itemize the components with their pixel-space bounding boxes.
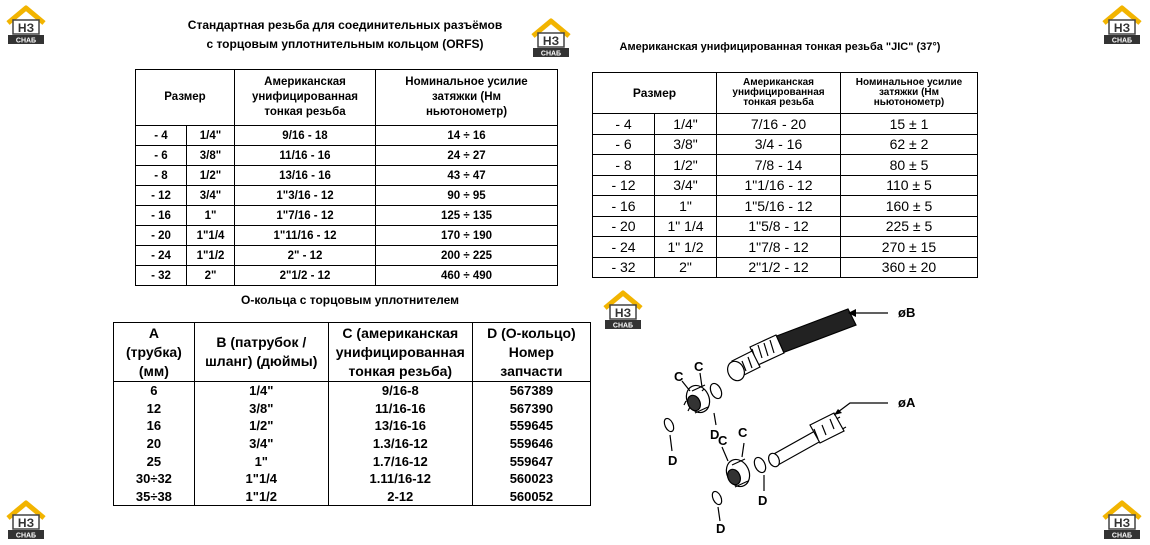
- jic-cell-dash-size: - 20: [593, 216, 655, 237]
- jic-row: [593, 237, 978, 258]
- nz-snab-logo: [4, 500, 48, 540]
- orfs-cell-dash-size: - 24: [136, 246, 187, 266]
- jic-cell-inch-size: 1" 1/2: [655, 237, 717, 258]
- jic-cell-torque: 360 ± 20: [841, 257, 978, 278]
- hose-assembly: [725, 309, 856, 383]
- o-ring-lower-2: [710, 490, 723, 506]
- jic-cell-torque: 110 ± 5: [841, 175, 978, 196]
- jic-cell-dash-size: - 32: [593, 257, 655, 278]
- orings-cell-tube-a: 6: [114, 382, 195, 400]
- label-c: C: [674, 369, 684, 384]
- orings-table: [113, 322, 591, 506]
- nz-snab-logo: [529, 18, 573, 58]
- jic-cell-inch-size: 3/4": [655, 175, 717, 196]
- tube-assembly: [767, 413, 846, 468]
- orings-cell-hose-b: 1/2": [194, 417, 328, 435]
- jic-title: Американская унифицированная тонкая резьба "JIC" (37°): [619, 41, 941, 53]
- orfs-header-thread: Американская унифицированная тонкая резьба: [235, 70, 376, 126]
- orfs-cell-torque: 24 ÷ 27: [376, 146, 558, 166]
- jic-row: [593, 257, 978, 278]
- logo-word: СНАБ: [1111, 37, 1133, 45]
- orings-title: О-кольца с торцовым уплотнителем: [241, 293, 459, 307]
- jic-cell-dash-size: - 16: [593, 196, 655, 217]
- jic-cell-inch-size: 1": [655, 196, 717, 217]
- jic-cell-dash-size: - 8: [593, 155, 655, 176]
- jic-cell-thread: 7/8 - 14: [717, 155, 841, 176]
- orings-header-b: B (патрубок / шланг) (дюймы): [194, 323, 328, 382]
- jic-cell-torque: 270 ± 15: [841, 237, 978, 258]
- logo-word: СНАБ: [540, 50, 562, 58]
- jic-cell-inch-size: 3/8": [655, 134, 717, 155]
- jic-row: [593, 155, 978, 176]
- orings-cell-part-d: 567390: [472, 400, 590, 418]
- jic-cell-torque: 80 ± 5: [841, 155, 978, 176]
- o-ring-lower-1: [752, 456, 768, 475]
- orings-cell-tube-a: 20: [114, 435, 195, 453]
- jic-cell-torque: 225 ± 5: [841, 216, 978, 237]
- orfs-cell-dash-size: - 16: [136, 206, 187, 226]
- jic-row: [593, 114, 978, 135]
- jic-header-thread: Американская унифицированная тонкая резьба: [717, 73, 841, 114]
- orfs-cell-inch-size: 1"1/2: [187, 246, 235, 266]
- orings-cell-hose-b: 1/4": [194, 382, 328, 400]
- orfs-cell-dash-size: - 4: [136, 126, 187, 146]
- orfs-header-size: Размер: [136, 70, 235, 126]
- orfs-cell-inch-size: 2": [187, 266, 235, 286]
- orfs-cell-thread: 2" - 12: [235, 246, 376, 266]
- orfs-header-row: [136, 70, 558, 126]
- jic-header-size: Размер: [593, 73, 717, 114]
- orfs-cell-thread: 2"1/2 - 12: [235, 266, 376, 286]
- logo-word: СНАБ: [1111, 532, 1133, 540]
- orings-cell-hose-b: 1"1/2: [194, 488, 328, 506]
- orfs-row: [136, 206, 558, 226]
- orings-cell-thread-c: 11/16-16: [328, 400, 472, 418]
- orings-cell-thread-c: 1.3/16-12: [328, 435, 472, 453]
- orings-header-row: [114, 323, 591, 382]
- jic-cell-thread: 1"5/16 - 12: [717, 196, 841, 217]
- jic-cell-thread: 1"5/8 - 12: [717, 216, 841, 237]
- jic-cell-torque: 160 ± 5: [841, 196, 978, 217]
- o-ring-upper-2: [662, 417, 675, 433]
- orfs-cell-dash-size: - 8: [136, 166, 187, 186]
- fitting-diagram: [650, 295, 950, 540]
- jic-table: [592, 72, 978, 278]
- label-d: D: [758, 493, 768, 508]
- orings-cell-part-d: 559645: [472, 417, 590, 435]
- orfs-cell-dash-size: - 20: [136, 226, 187, 246]
- orfs-cell-inch-size: 1": [187, 206, 235, 226]
- orings-cell-tube-a: 25: [114, 452, 195, 470]
- orfs-cell-thread: 1"3/16 - 12: [235, 186, 376, 206]
- orfs-cell-inch-size: 3/4": [187, 186, 235, 206]
- orfs-cell-thread: 13/16 - 16: [235, 166, 376, 186]
- orings-cell-hose-b: 1": [194, 452, 328, 470]
- orfs-cell-torque: 170 ÷ 190: [376, 226, 558, 246]
- orfs-row: [136, 246, 558, 266]
- orings-cell-tube-a: 30÷32: [114, 470, 195, 488]
- label-d: D: [668, 453, 678, 468]
- orings-row: [114, 488, 591, 506]
- orings-cell-thread-c: 13/16-16: [328, 417, 472, 435]
- logo-word: СНАБ: [15, 532, 37, 540]
- jic-cell-inch-size: 2": [655, 257, 717, 278]
- orings-row: [114, 382, 591, 400]
- label-c: C: [718, 433, 728, 448]
- jic-row: [593, 196, 978, 217]
- orfs-row: [136, 146, 558, 166]
- orings-cell-hose-b: 3/8": [194, 400, 328, 418]
- orfs-row: [136, 126, 558, 146]
- orfs-cell-thread: 1"11/16 - 12: [235, 226, 376, 246]
- jic-cell-inch-size: 1/4": [655, 114, 717, 135]
- orings-cell-thread-c: 9/16-8: [328, 382, 472, 400]
- jic-cell-dash-size: - 24: [593, 237, 655, 258]
- jic-cell-dash-size: - 4: [593, 114, 655, 135]
- jic-cell-torque: 15 ± 1: [841, 114, 978, 135]
- orfs-header-torque: Номинальное усилие затяжки (Нм ньютонометр): [376, 70, 558, 126]
- jic-row: [593, 175, 978, 196]
- orfs-table: [135, 69, 558, 286]
- orfs-cell-thread: 11/16 - 16: [235, 146, 376, 166]
- label-d: D: [716, 521, 726, 536]
- orfs-cell-dash-size: - 6: [136, 146, 187, 166]
- orfs-row: [136, 226, 558, 246]
- nz-snab-logo: [1100, 5, 1144, 45]
- orings-row: [114, 417, 591, 435]
- logo-mark: НЗ: [1113, 516, 1131, 530]
- orings-cell-part-d: 559646: [472, 435, 590, 453]
- jic-cell-dash-size: - 6: [593, 134, 655, 155]
- orings-row: [114, 452, 591, 470]
- orfs-row: [136, 166, 558, 186]
- jic-cell-torque: 62 ± 2: [841, 134, 978, 155]
- logo-mark: НЗ: [17, 516, 35, 530]
- orings-header-c: C (американская унифицированная тонкая резьба): [328, 323, 472, 382]
- jic-row: [593, 216, 978, 237]
- label-b: øB: [898, 305, 916, 320]
- jic-cell-thread: 1"1/16 - 12: [717, 175, 841, 196]
- orings-cell-hose-b: 3/4": [194, 435, 328, 453]
- orfs-title-line2: с торцовым уплотнительным кольцом (ORFS): [206, 37, 484, 51]
- orfs-cell-dash-size: - 32: [136, 266, 187, 286]
- orfs-cell-thread: 1"7/16 - 12: [235, 206, 376, 226]
- orings-header-a: A (трубка) (мм): [114, 323, 195, 382]
- logo-word: СНАБ: [612, 322, 634, 330]
- orfs-cell-torque: 200 ÷ 225: [376, 246, 558, 266]
- orings-cell-thread-c: 2-12: [328, 488, 472, 506]
- jic-cell-dash-size: - 12: [593, 175, 655, 196]
- orings-cell-thread-c: 1.11/16-12: [328, 470, 472, 488]
- jic-cell-inch-size: 1/2": [655, 155, 717, 176]
- jic-cell-inch-size: 1" 1/4: [655, 216, 717, 237]
- logo-word: СНАБ: [15, 37, 37, 45]
- o-ring-upper-1: [708, 382, 724, 401]
- orfs-row: [136, 266, 558, 286]
- orings-row: [114, 400, 591, 418]
- label-d: D: [710, 427, 720, 442]
- label-c: C: [738, 425, 748, 440]
- orfs-cell-torque: 460 ÷ 490: [376, 266, 558, 286]
- jic-cell-thread: 3/4 - 16: [717, 134, 841, 155]
- orfs-cell-inch-size: 1"1/4: [187, 226, 235, 246]
- orings-cell-thread-c: 1.7/16-12: [328, 452, 472, 470]
- logo-mark: НЗ: [1113, 21, 1131, 35]
- orings-cell-part-d: 560023: [472, 470, 590, 488]
- orings-cell-tube-a: 35÷38: [114, 488, 195, 506]
- orfs-row: [136, 186, 558, 206]
- orfs-cell-dash-size: - 12: [136, 186, 187, 206]
- orfs-cell-torque: 90 ÷ 95: [376, 186, 558, 206]
- jic-row: [593, 134, 978, 155]
- orfs-title: [150, 16, 540, 54]
- label-a: øA: [898, 395, 916, 410]
- orfs-cell-torque: 14 ÷ 16: [376, 126, 558, 146]
- orings-cell-hose-b: 1"1/4: [194, 470, 328, 488]
- orings-cell-part-d: 559647: [472, 452, 590, 470]
- jic-header-row: [593, 73, 978, 114]
- orings-cell-part-d: 567389: [472, 382, 590, 400]
- jic-cell-thread: 7/16 - 20: [717, 114, 841, 135]
- orings-row: [114, 435, 591, 453]
- lower-adapter: [722, 456, 754, 491]
- nz-snab-logo: [4, 5, 48, 45]
- nz-snab-logo: [601, 290, 645, 330]
- orings-cell-part-d: 560052: [472, 488, 590, 506]
- orfs-title-line1: Стандартная резьба для соединительных разъёмов: [187, 18, 503, 32]
- orings-header-d: D (О-кольцо) Номер запчасти: [472, 323, 590, 382]
- orings-row: [114, 470, 591, 488]
- jic-cell-thread: 1"7/8 - 12: [717, 237, 841, 258]
- orfs-cell-inch-size: 1/4": [187, 126, 235, 146]
- orings-cell-tube-a: 16: [114, 417, 195, 435]
- orings-cell-tube-a: 12: [114, 400, 195, 418]
- jic-cell-thread: 2"1/2 - 12: [717, 257, 841, 278]
- label-c: C: [694, 359, 704, 374]
- logo-mark: НЗ: [17, 21, 35, 35]
- logo-mark: НЗ: [542, 34, 560, 48]
- orfs-cell-torque: 125 ÷ 135: [376, 206, 558, 226]
- orfs-cell-inch-size: 1/2": [187, 166, 235, 186]
- orfs-cell-inch-size: 3/8": [187, 146, 235, 166]
- logo-mark: НЗ: [614, 306, 632, 320]
- nz-snab-logo: [1100, 500, 1144, 540]
- orfs-cell-torque: 43 ÷ 47: [376, 166, 558, 186]
- orfs-cell-thread: 9/16 - 18: [235, 126, 376, 146]
- jic-header-torque: Номинальное усилие затяжки (Нм ньютонометр): [841, 73, 978, 114]
